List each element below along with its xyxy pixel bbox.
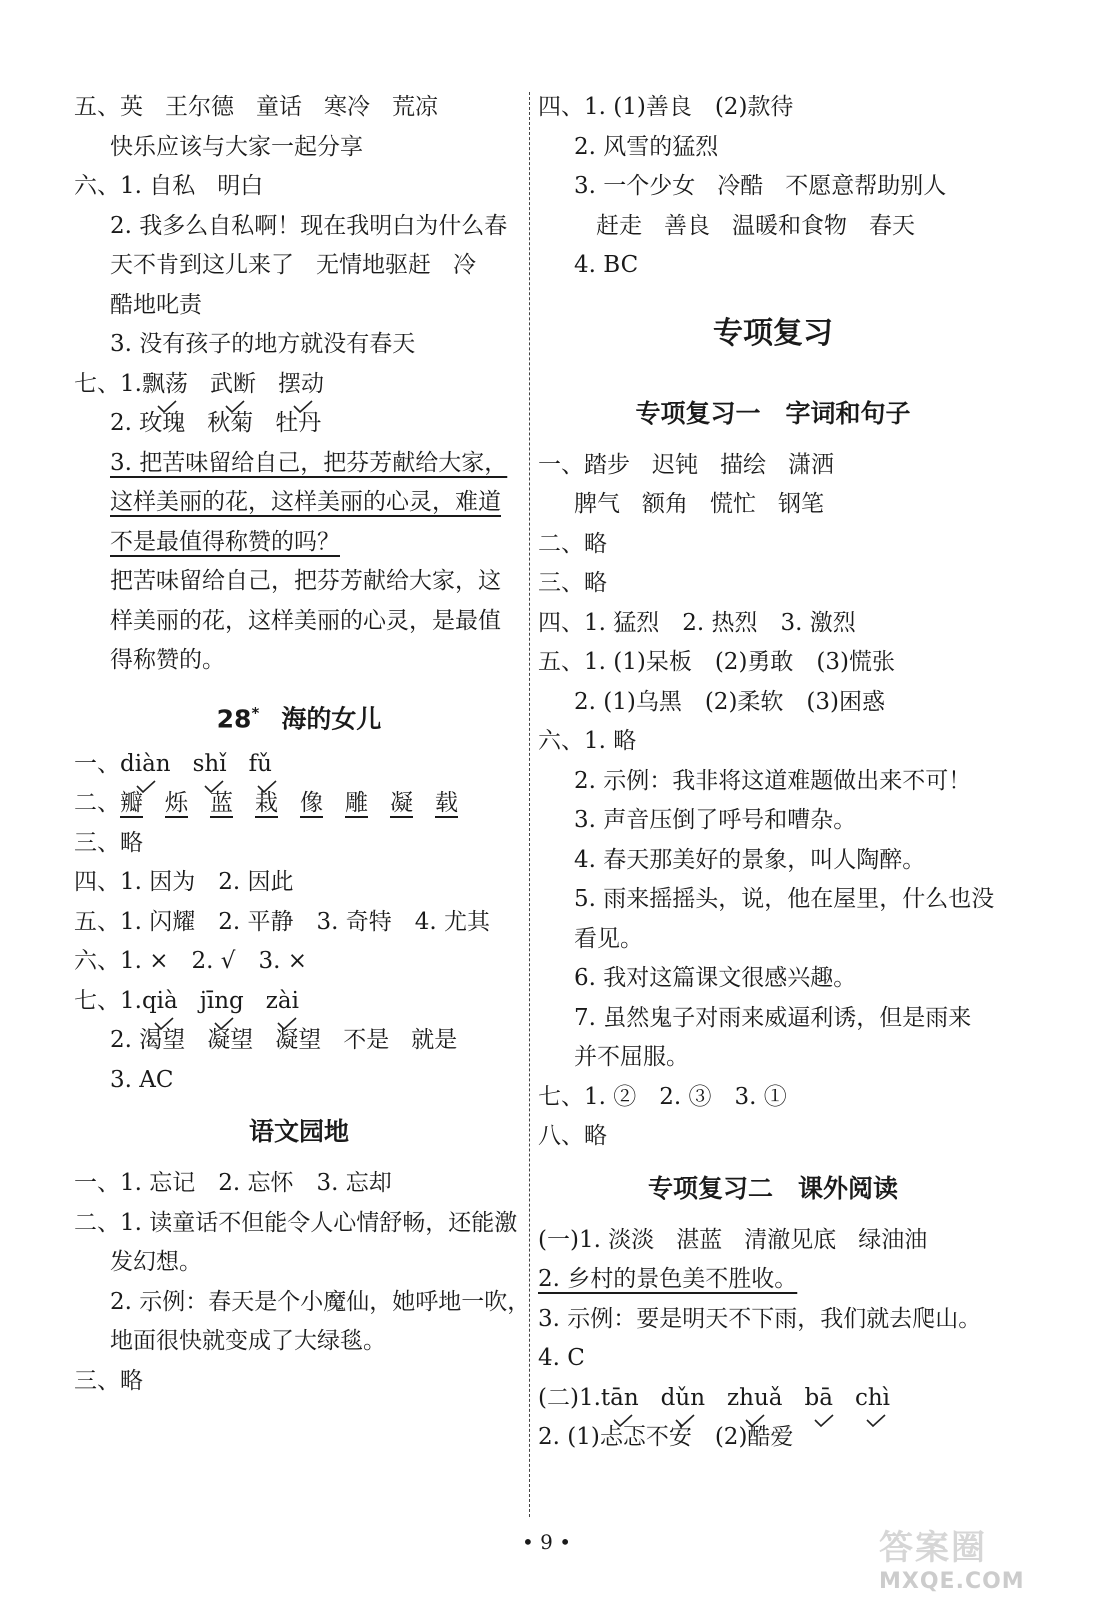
checked-pinyin: diàn xyxy=(120,745,171,785)
checked-pinyin: shǐ xyxy=(193,745,227,785)
lesson-heading: 28* 海的女儿 xyxy=(216,703,382,733)
answer-line: 2. 示例：我非将这道难题做出来不可！ xyxy=(574,767,972,794)
answer-line: 一、踏步 迟钝 描绘 潇洒 xyxy=(538,451,834,478)
answer-line: 二、1. 读童话不但能令人心情舒畅，还能激 xyxy=(74,1209,518,1236)
answer-line: 五、1. (1)呆板 (2)勇敢 (3)慌张 xyxy=(538,649,895,675)
answer-line: 八、略 xyxy=(538,1123,607,1149)
answer-line: 2. 示例：春天是个小魔仙，她呼地一吹， xyxy=(110,1288,531,1315)
checked-word: 武断 xyxy=(210,365,256,405)
left-column xyxy=(74,88,531,1401)
answer-line: 6. 我对这篇课文很感兴趣。 xyxy=(574,965,857,991)
answer-line: 5. 雨来摇摇头，说，他在屋里，什么也没 xyxy=(574,886,995,912)
answer-line: 样美丽的花，这样美丽的心灵，是最值 xyxy=(110,607,501,634)
answer-line: 2. (1)忐忑不安 (2)酷爱 xyxy=(538,1424,794,1450)
watermark-text: 答案圈 xyxy=(879,1528,987,1568)
answer-line: 快乐应该与大家一起分享 xyxy=(110,133,363,160)
section-heading: 专项复习二 课外阅读 xyxy=(647,1173,898,1203)
answer-line: (一)1. 淡淡 湛蓝 清澈见底 绿油油 xyxy=(538,1226,928,1253)
answer-line: 四、1. (1)善良 (2)款待 xyxy=(538,94,794,120)
checked-pinyin: tān xyxy=(601,1379,639,1419)
answer-line: 三、略 xyxy=(538,570,607,596)
page-number: • 9 • xyxy=(521,1530,572,1554)
answer-line: 并不屈服。 xyxy=(574,1044,689,1070)
answer-line: 地面很快就变成了大绿毯。 xyxy=(110,1328,386,1354)
answer-line: 三、略 xyxy=(74,1367,143,1394)
answer-line: 赶走 善良 温暖和食物 春天 xyxy=(596,212,915,239)
answer-line: 7. 虽然鬼子对雨来威逼利诱，但是雨来 xyxy=(574,1004,972,1031)
section-heading: 专项复习一 字词和句子 xyxy=(635,398,911,428)
answer-line: 五、1. 闪耀 2. 平静 3. 奇特 4. 尤其 xyxy=(74,908,491,935)
answer-line: 3. 声音压倒了呼号和嘈杂。 xyxy=(574,807,857,833)
answer-line: 3. 一个少女 冷酷 不愿意帮助别人 xyxy=(574,173,947,199)
answer-line: (二)1.tān dǔn zhuǎ bā chì xyxy=(538,1379,1008,1419)
answer-line: 3. 没有孩子的地方就没有春天 xyxy=(110,331,416,357)
section-heading: 语文园地 xyxy=(248,1117,349,1146)
answer-line: 4. BC xyxy=(574,252,639,278)
answer-line: 2. 渴望 凝望 凝望 不是 就是 xyxy=(110,1027,458,1053)
answer-line: 这样美丽的花，这样美丽的心灵，难道 xyxy=(110,489,501,515)
answer-line: 七、1.qià jīng zài xyxy=(74,982,524,1022)
answer-line: 六、1. 自私 明白 xyxy=(74,173,264,199)
answer-line: 七、1.飘荡 武断 摆动 xyxy=(74,365,524,405)
answer-line: 看见。 xyxy=(574,925,643,952)
watermark-logo xyxy=(879,1520,1069,1594)
checked-word: 摆动 xyxy=(278,365,324,405)
answer-line: 四、1. 因为 2. 因此 xyxy=(74,869,294,895)
answer-line: 4. 春天那美好的景象，叫人陶醉。 xyxy=(574,846,926,873)
checked-pinyin: jīng xyxy=(200,982,244,1022)
answer-line: 脾气 额角 慌忙 钢笔 xyxy=(574,491,824,517)
answer-line: 一、1. 忘记 2. 忘怀 3. 忘却 xyxy=(74,1170,392,1196)
chapter-heading: 专项复习 xyxy=(713,315,833,351)
checked-word: 飘荡 xyxy=(142,365,188,405)
checked-pinyin: zài xyxy=(266,982,299,1022)
answer-line: 2. (1)乌黑 (2)柔软 (3)困惑 xyxy=(574,688,885,715)
checked-pinyin: dǔn xyxy=(661,1379,705,1419)
answer-line: 酷地叱责 xyxy=(110,291,202,318)
answer-line: 得称赞的。 xyxy=(110,647,225,673)
answer-line: 3. 示例：要是明天不下雨，我们就去爬山。 xyxy=(538,1305,982,1332)
answer-line: 一、diàn shǐ fǔ xyxy=(74,745,524,785)
answer-line: 发幻想。 xyxy=(110,1249,202,1275)
answer-line: 四、1. 猛烈 2. 热烈 3. 激烈 xyxy=(538,609,856,636)
answer-line: 天不肯到这儿来了 无情地驱赶 冷 xyxy=(110,252,476,278)
answer-line: 2. 玫瑰 秋菊 牡丹 xyxy=(110,410,322,436)
answer-line: 二、瓣 烁 蓝 栽 像 雕 凝 载 xyxy=(74,790,458,816)
right-column xyxy=(538,88,1008,1458)
checked-pinyin: bā xyxy=(805,1379,833,1419)
answer-line: 4. C xyxy=(538,1345,585,1371)
answer-line: 不是最值得称赞的吗？ xyxy=(110,528,340,555)
answer-line: 七、1. ② 2. ③ 3. ① xyxy=(538,1083,787,1110)
answer-line: 2. 乡村的景色美不胜收。 xyxy=(538,1266,798,1292)
checked-pinyin: chì xyxy=(855,1379,890,1419)
answer-line: 六、1. 略 xyxy=(538,728,637,754)
watermark-url: MXQE.COM xyxy=(879,1569,1025,1594)
answer-line: 2. 我多么自私啊！现在我明白为什么春 xyxy=(110,212,508,239)
answer-line: 六、1. × 2. √ 3. × xyxy=(74,948,307,974)
checked-pinyin: zhuǎ xyxy=(727,1379,782,1419)
answer-line: 三、略 xyxy=(74,829,143,856)
answer-line: 把苦味留给自己，把芬芳献给大家，这 xyxy=(110,568,501,594)
checked-pinyin: fǔ xyxy=(249,745,272,785)
answer-line: 五、英 王尔德 童话 寒冷 荒凉 xyxy=(74,94,438,120)
checked-pinyin: qià xyxy=(142,982,178,1022)
answer-line: 3. AC xyxy=(110,1066,174,1093)
answer-line: 二、略 xyxy=(538,530,607,557)
answer-line: 3. 把苦味留给自己，把芬芳献给大家， xyxy=(110,449,508,476)
answer-line: 2. 风雪的猛烈 xyxy=(574,133,719,160)
